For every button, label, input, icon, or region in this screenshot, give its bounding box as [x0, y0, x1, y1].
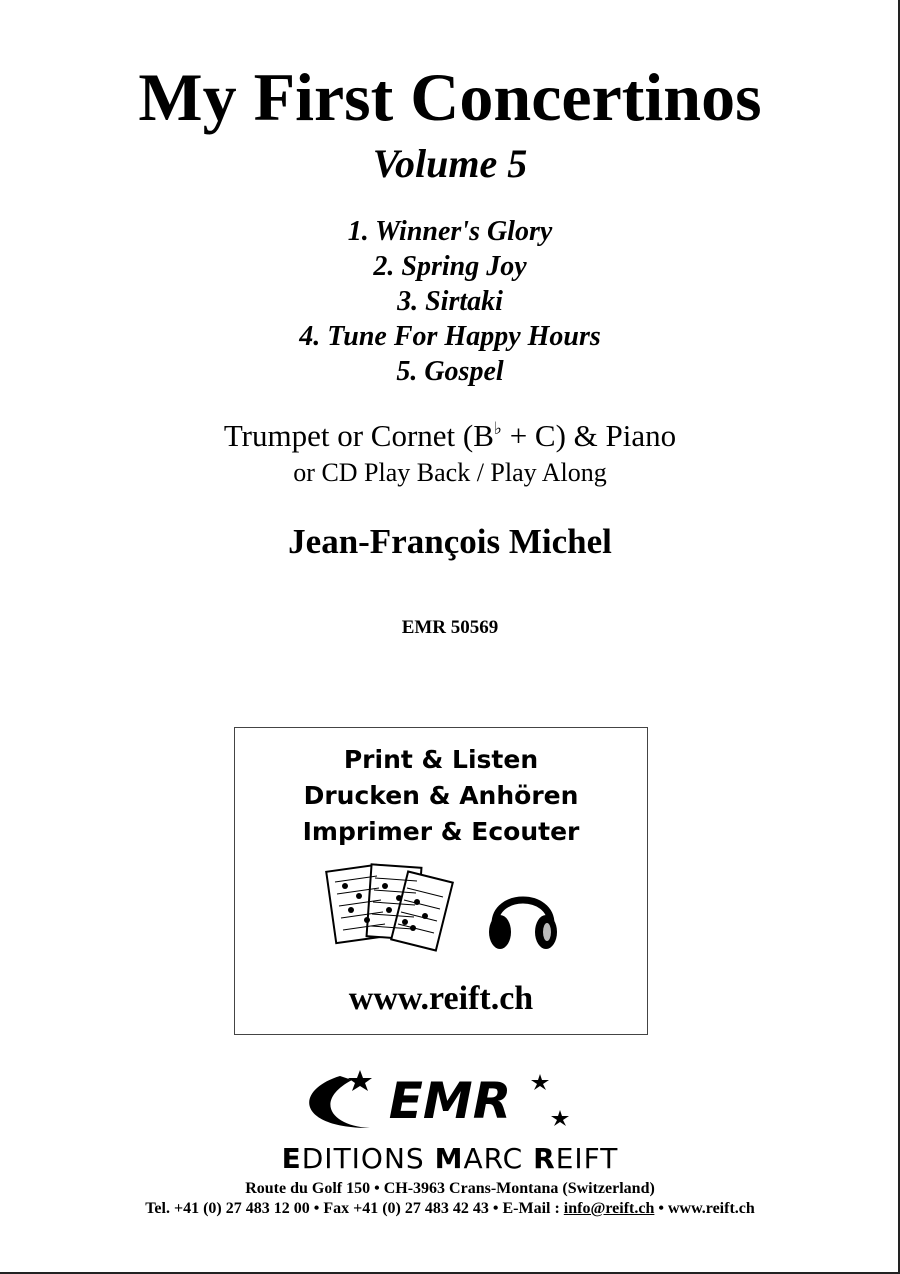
email-link[interactable]: info@reift.ch: [563, 1200, 655, 1217]
list-item: 2. Spring Joy: [373, 251, 527, 282]
playback-line: or CD Play Back / Play Along: [293, 458, 607, 487]
list-item: 3. Sirtaki: [397, 286, 503, 317]
instrumentation-line: [0, 418, 900, 454]
promo-lines: [235, 742, 647, 850]
promo-url: www.reift.ch: [348, 980, 534, 1017]
volume-subtitle: Volume 5: [372, 141, 528, 186]
print-listen-box: [234, 727, 648, 1035]
list-item: 4. Tune For Happy Hours: [299, 321, 601, 352]
instrumentation-suffix: + C) & Piano: [501, 418, 677, 453]
promo-line-de: Drucken & Anhören: [303, 781, 579, 810]
publisher-name: [0, 1142, 900, 1175]
catalog-code: EMR 50569: [401, 617, 499, 638]
list-item: 1. Winner's Glory: [347, 216, 553, 247]
sheet-music-icon: [325, 858, 455, 958]
publisher-address: Route du Golf 150 • CH-3963 Crans-Montana (Switzerland): [245, 1180, 655, 1197]
contact-suffix: • www.reift.ch: [654, 1200, 755, 1217]
headphones-icon: [485, 880, 561, 956]
instrumentation-prefix: Trumpet or Cornet (B: [223, 418, 494, 453]
track-list: [0, 214, 900, 389]
publisher-name-part: DITIONS: [301, 1142, 435, 1175]
list-item: 5. Gospel: [396, 356, 504, 387]
promo-line-en: Print & Listen: [343, 745, 539, 774]
contact-prefix: Tel. +41 (0) 27 483 12 00 • Fax +41 (0) 27 483 42 43 • E-Mail :: [145, 1200, 564, 1217]
publisher-contact: [0, 1200, 900, 1218]
publisher-name-part: ARC: [463, 1142, 534, 1175]
composer-name: Jean-François Michel: [288, 522, 612, 561]
emr-logo: [300, 1070, 600, 1134]
promo-line-fr: Imprimer & Ecouter: [302, 817, 580, 846]
page-title: My First Concertinos: [138, 59, 762, 135]
flat-symbol: ♭: [493, 419, 502, 438]
publisher-name-part: E: [281, 1142, 302, 1175]
publisher-name-part: EIFT: [555, 1142, 619, 1175]
publisher-name-part: R: [533, 1142, 556, 1175]
logo-text: EMR: [388, 1072, 512, 1130]
publisher-name-part: M: [434, 1142, 464, 1175]
